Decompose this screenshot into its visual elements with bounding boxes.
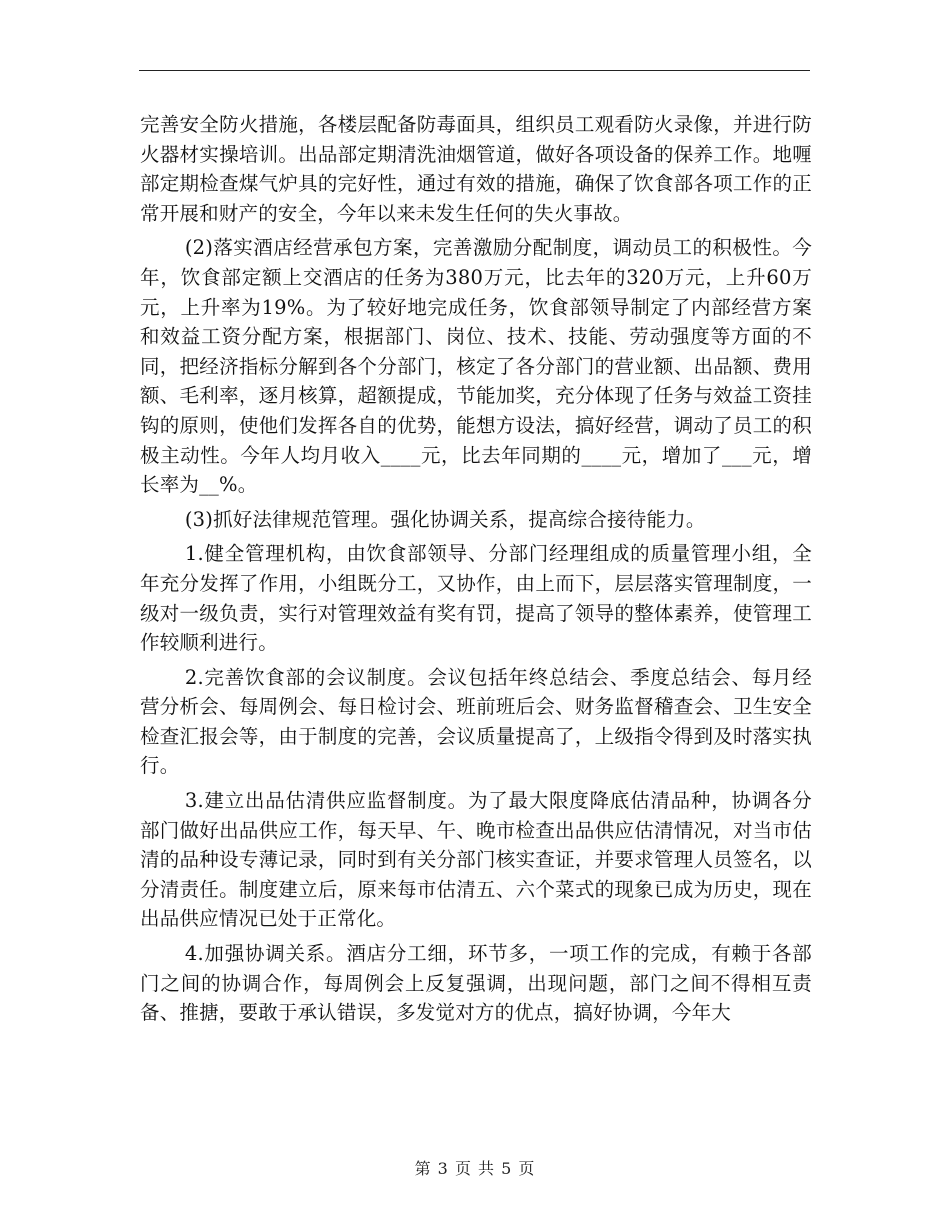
document-body [140, 110, 812, 1033]
page-number-footer: 第 3 页 共 5 页 [414, 1159, 536, 1178]
header-rule [139, 70, 810, 71]
paragraph-fire-safety: 完善安全防火措施，各楼层配备防毒面具，组织员工观看防火录像，并进行防火器材实操培训。出品部定期清洗油烟管道，做好各项设备的保养工作。地喱部定期检查煤气炉具的完好性，通过有效的措施，确保了饮食部各项工作的正常开展和财产的安全，今年以来未发生任何的失火事故。 [140, 113, 812, 225]
paragraph-coordination: 4.加强协调关系。酒店分工细，环节多，一项工作的完成，有赖于各部门之间的协调合作，每周例会上反复强调，出现问题，部门之间不得相互责备、推搪，要敢于承认错误，多发觉对方的优点，搞好协调，今年大 [140, 942, 812, 1025]
paragraph-legal-management: (3)抓好法律规范管理。强化协调关系，提高综合接待能力。 [184, 507, 706, 531]
paragraph-meeting-system: 2.完善饮食部的会议制度。会议包括年终总结会、季度总结会、每月经营分析会、每周例会、每日检讨会、班前班后会、财务监督稽查会、卫生安全检查汇报会等，由于制度的完善，会议质量提高了，上级指令得到及时落实执行。 [140, 665, 812, 778]
paragraph-supply-supervision: 3.建立出品估清供应监督制度。为了最大限度降底估清品种，协调各分部门做好出品供应工作，每天早、午、晚市检查出品供应估清情况，对当市估清的品种设专薄记录，同时到有关分部门核实查证，并要求管理人员签名，以分清责任。制度建立后，原来每市估清五、六个菜式的现象已成为历史，现在出品供应情况已处于正常化。 [140, 789, 812, 931]
paragraph-management-structure: 1.健全管理机构，由饮食部领导、分部门经理组成的质量管理小组，全年充分发挥了作用，小组既分工，又协作，由上而下，层层落实管理制度，一级对一级负责，实行对管理效益有奖有罚，提高了领导的整体素养，使管理工作较顺利进行。 [140, 542, 812, 655]
paragraph-contract-plan: (2)落实酒店经营承包方案，完善激励分配制度，调动员工的积极性。今年，饮食部定额上交酒店的任务为380万元，比去年的320万元，上升60万元，上升率为19%。为了较好地完成任务，饮食部领导制定了内部经营方案和效益工资分配方案，根据部门、岗位、技术、技能、劳动强度等方面的不同，把经济指标分解到各个分部门，核定了各分部门的营业额、出品额、费用额、毛利率，逐月核算，超额提成，节能加奖，充分体现了任务与效益工资挂钩的原则，使他们发挥各自的优势，能想方设法，搞好经营，调动了员工的积极主动性。今年人均月收入____元，比去年同期的____元，增加了___元，增长率为__%。 [140, 236, 812, 497]
